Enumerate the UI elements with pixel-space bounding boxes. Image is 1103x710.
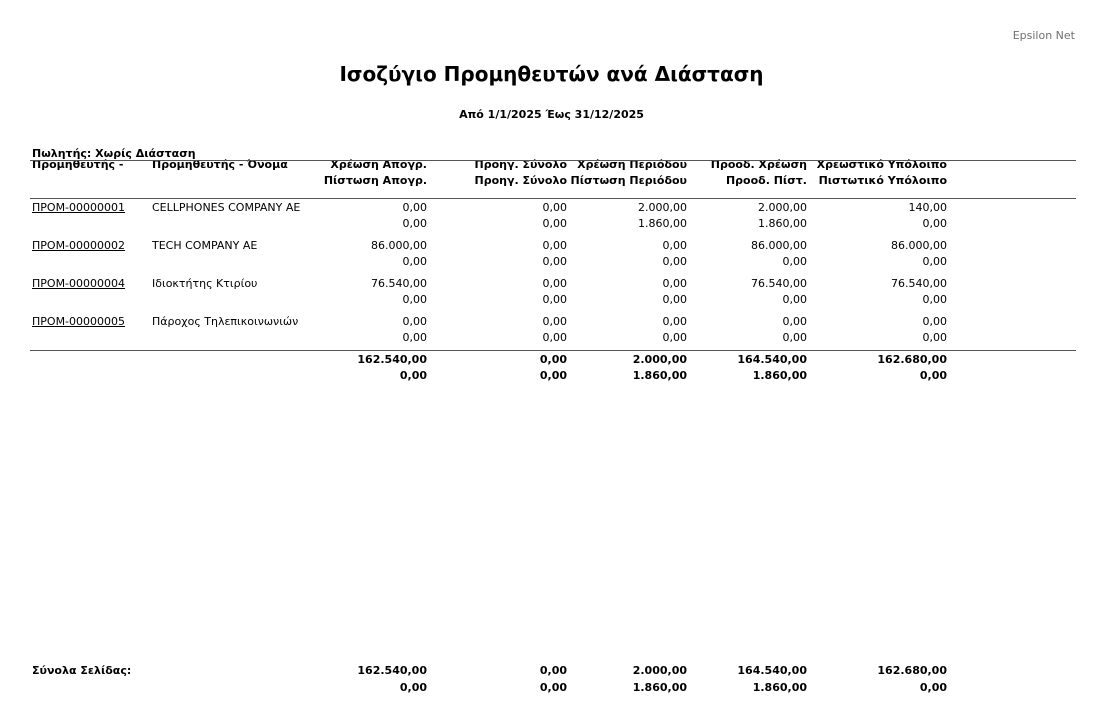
row-value: 0,00 <box>542 315 567 328</box>
row-value: 0,00 <box>402 315 427 328</box>
header-progressive-credit: Προοδ. Πίστ. <box>725 174 807 187</box>
header-bottom-divider <box>30 198 1076 199</box>
total-value: 0,00 <box>539 353 567 366</box>
row-value: 76.540,00 <box>371 277 427 290</box>
seller-dimension-label: Πωλητής: Χωρίς Διάσταση <box>32 147 196 160</box>
page-total-value: 164.540,00 <box>737 664 807 677</box>
page-total-value: 0,00 <box>539 681 567 694</box>
row-value: 0,00 <box>782 255 807 268</box>
page-total-value: 2.000,00 <box>632 664 687 677</box>
supplier-name: Πάροχος Τηλεπικοινωνιών <box>152 315 299 328</box>
row-value: 0,00 <box>402 217 427 230</box>
row-value: 0,00 <box>542 217 567 230</box>
supplier-code-link[interactable]: ΠΡΟΜ-00000002 <box>32 239 126 252</box>
header-period-debit: Χρέωση Περιόδου <box>577 158 687 171</box>
row-value: 0,00 <box>402 201 427 214</box>
total-value: 162.680,00 <box>877 353 947 366</box>
page-total-value: 1.860,00 <box>752 681 807 694</box>
totals-divider <box>30 350 1076 351</box>
page-total-value: 1.860,00 <box>632 681 687 694</box>
page-total-value: 0,00 <box>539 664 567 677</box>
header-period-credit: Πίστωση Περιόδου <box>570 174 687 187</box>
row-value: 0,00 <box>922 293 947 306</box>
brand-label: Epsilon Net <box>1012 29 1075 42</box>
row-value: 0,00 <box>662 293 687 306</box>
row-value: 0,00 <box>922 217 947 230</box>
total-value: 2.000,00 <box>632 353 687 366</box>
row-value: 2.000,00 <box>758 201 807 214</box>
row-value: 0,00 <box>922 331 947 344</box>
report-period: Από 1/1/2025 Έως 31/12/2025 <box>459 108 644 121</box>
supplier-code-link[interactable]: ΠΡΟΜ-00000004 <box>32 277 126 290</box>
row-value: 0,00 <box>662 255 687 268</box>
row-value: 0,00 <box>782 331 807 344</box>
row-value: 2.000,00 <box>638 201 687 214</box>
page-total-value: 162.680,00 <box>877 664 947 677</box>
supplier-code-link[interactable]: ΠΡΟΜ-00000001 <box>32 201 126 214</box>
header-supplier-code: Προμηθευτής - <box>32 158 124 171</box>
row-value: 0,00 <box>542 201 567 214</box>
header-previous-total-a: Προηγ. Σύνολο <box>474 158 567 171</box>
row-value: 86.000,00 <box>751 239 807 252</box>
header-previous-total-b: Προηγ. Σύνολο <box>474 174 567 187</box>
report-title: Ισοζύγιο Προμηθευτών ανά Διάσταση <box>339 62 764 86</box>
row-value: 0,00 <box>402 331 427 344</box>
header-supplier-name: Προμηθευτής - Όνομα <box>152 158 288 171</box>
supplier-name: CELLPHONES COMPANY AE <box>152 201 301 214</box>
row-value: 0,00 <box>402 293 427 306</box>
header-credit-balance: Πιστωτικό Υπόλοιπο <box>818 174 947 187</box>
page-totals-label: Σύνολα Σελίδας: <box>32 664 132 677</box>
row-value: 76.540,00 <box>751 277 807 290</box>
row-value: 0,00 <box>662 277 687 290</box>
row-value: 0,00 <box>662 315 687 328</box>
row-value: 76.540,00 <box>891 277 947 290</box>
row-value: 0,00 <box>542 277 567 290</box>
page-total-value: 0,00 <box>399 681 427 694</box>
page-total-value: 0,00 <box>919 681 947 694</box>
total-value: 164.540,00 <box>737 353 807 366</box>
total-value: 1.860,00 <box>632 369 687 382</box>
total-value: 1.860,00 <box>752 369 807 382</box>
total-value: 0,00 <box>539 369 567 382</box>
total-value: 162.540,00 <box>357 353 427 366</box>
row-value: 0,00 <box>542 239 567 252</box>
row-value: 86.000,00 <box>371 239 427 252</box>
row-value: 0,00 <box>922 255 947 268</box>
row-value: 0,00 <box>542 255 567 268</box>
row-value: 0,00 <box>662 331 687 344</box>
header-opening-debit: Χρέωση Απογρ. <box>330 158 427 171</box>
total-value: 0,00 <box>919 369 947 382</box>
supplier-name: Ιδιοκτήτης Κτιρίου <box>152 277 258 290</box>
row-value: 0,00 <box>542 293 567 306</box>
supplier-name: TECH COMPANY AE <box>152 239 258 252</box>
total-value: 0,00 <box>399 369 427 382</box>
header-debit-balance: Χρεωστικό Υπόλοιπο <box>816 158 947 171</box>
row-value: 140,00 <box>908 201 947 214</box>
page-total-value: 162.540,00 <box>357 664 427 677</box>
row-value: 1.860,00 <box>638 217 687 230</box>
row-value: 0,00 <box>782 293 807 306</box>
row-value: 86.000,00 <box>891 239 947 252</box>
row-value: 0,00 <box>922 315 947 328</box>
row-value: 0,00 <box>662 239 687 252</box>
row-value: 0,00 <box>542 331 567 344</box>
header-opening-credit: Πίστωση Απογρ. <box>323 174 427 187</box>
row-value: 1.860,00 <box>758 217 807 230</box>
header-top-divider <box>30 160 1076 161</box>
row-value: 0,00 <box>402 255 427 268</box>
header-progressive-debit: Προοδ. Χρέωση <box>710 158 807 171</box>
supplier-code-link[interactable]: ΠΡΟΜ-00000005 <box>32 315 126 328</box>
row-value: 0,00 <box>782 315 807 328</box>
